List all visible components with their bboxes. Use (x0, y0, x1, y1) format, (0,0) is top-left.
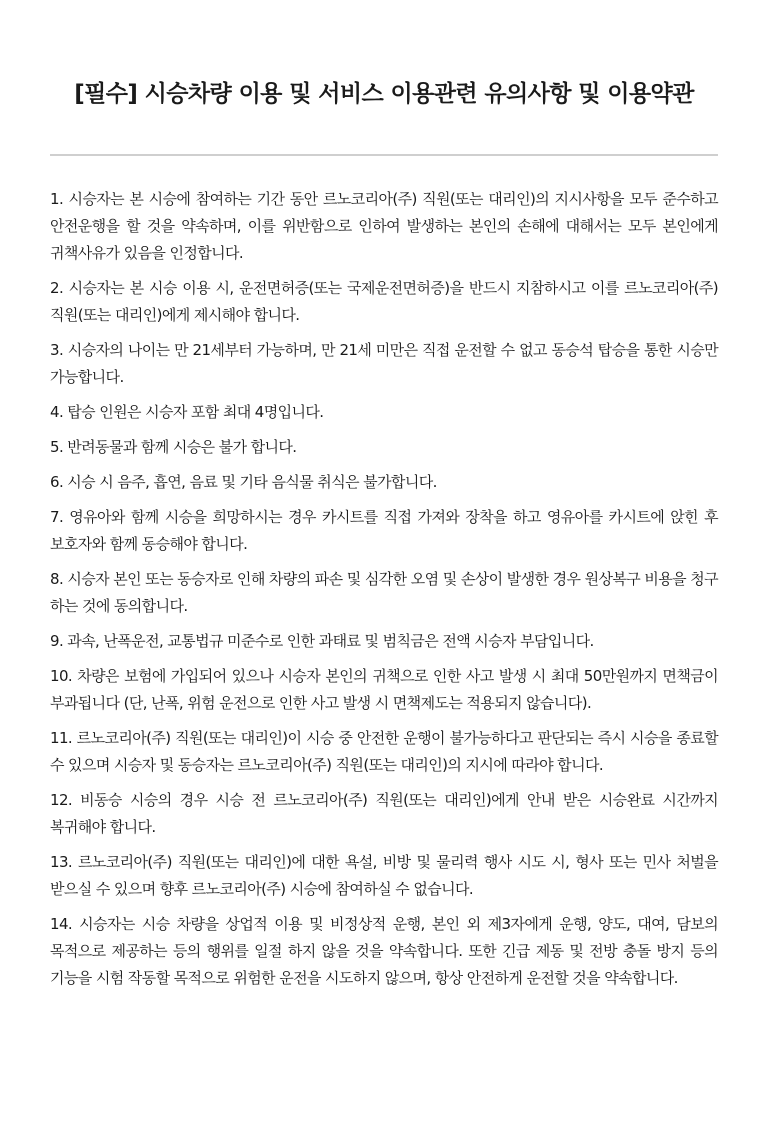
term-item: 14. 시승자는 시승 차량을 상업적 이용 및 비정상적 운행, 본인 외 제3자에게 운행, 양도, 대여, 담보의 목적으로 제공하는 등의 행위를 일절 하지 않을 것을 약속합니다. 또한 긴급 제동 및 전방 충돌 방지 등의 기능을 시험 작동할 목적으로 위험한 운전을 시도하지 않으며, 항상 안전하게 운전할 것을 약속합니다. (50, 915, 718, 987)
term-item: 12. 비동승 시승의 경우 시승 전 르노코리아(주) 직원(또는 대리인)에게 안내 받은 시승완료 시간까지 복귀해야 합니다. (50, 791, 718, 836)
term-item: 6. 시승 시 음주, 흡연, 음료 및 기타 음식물 취식은 불가합니다. (50, 473, 437, 491)
term-item: 4. 탑승 인원은 시승자 포함 최대 4명입니다. (50, 403, 324, 421)
page-title: [필수] 시승차량 이용 및 서비스 이용관련 유의사항 및 이용약관 (74, 81, 694, 107)
term-item: 9. 과속, 난폭운전, 교통법규 미준수로 인한 과태료 및 범칙금은 전액 시승자 부담입니다. (50, 632, 594, 650)
term-item: 13. 르노코리아(주) 직원(또는 대리인)에 대한 욕설, 비방 및 물리력 행사 시도 시, 형사 또는 민사 처벌을 받으실 수 있으며 향후 르노코리아(주) 시승에 참여하실 수 없습니다. (50, 853, 718, 898)
term-item: 2. 시승자는 본 시승 이용 시, 운전면허증(또는 국제운전면허증)을 반드시 지참하시고 이를 르노코리아(주) 직원(또는 대리인)에게 제시해야 합니다. (50, 279, 718, 324)
terms-list (50, 156, 718, 992)
term-item: 3. 시승자의 나이는 만 21세부터 가능하며, 만 21세 미만은 직접 운전할 수 없고 동승석 탑승을 통한 시승만 가능합니다. (50, 341, 718, 386)
term-item: 7. 영유아와 함께 시승을 희망하시는 경우 카시트를 직접 가져와 장착을 하고 영유아를 카시트에 앉힌 후 보호자와 함께 동승해야 합니다. (50, 508, 718, 553)
term-item: 1. 시승자는 본 시승에 참여하는 기간 동안 르노코리아(주) 직원(또는 대리인)의 지시사항을 모두 준수하고 안전운행을 할 것을 약속하며, 이를 위반함으로 인하여 발생하는 본인의 손해에 대해서는 모두 본인에게 귀책사유가 있음을 인정합니다. (50, 190, 718, 262)
term-item: 10. 차량은 보험에 가입되어 있으나 시승자 본인의 귀책으로 인한 사고 발생 시 최대 50만원까지 면책금이 부과됩니다 (단, 난폭, 위험 운전으로 인한 사고 발생 시 면책제도는 적용되지 않습니다). (50, 667, 718, 712)
term-item: 5. 반려동물과 함께 시승은 불가 합니다. (50, 438, 297, 456)
term-item: 8. 시승자 본인 또는 동승자로 인해 차량의 파손 및 심각한 오염 및 손상이 발생한 경우 원상복구 비용을 청구 하는 것에 동의합니다. (50, 570, 718, 615)
term-item: 11. 르노코리아(주) 직원(또는 대리인)이 시승 중 안전한 운행이 불가능하다고 판단되는 즉시 시승을 종료할 수 있으며 시승자 및 동승자는 르노코리아(주) 직원(또는 대리인)의 지시에 따라야 합니다. (50, 729, 718, 774)
